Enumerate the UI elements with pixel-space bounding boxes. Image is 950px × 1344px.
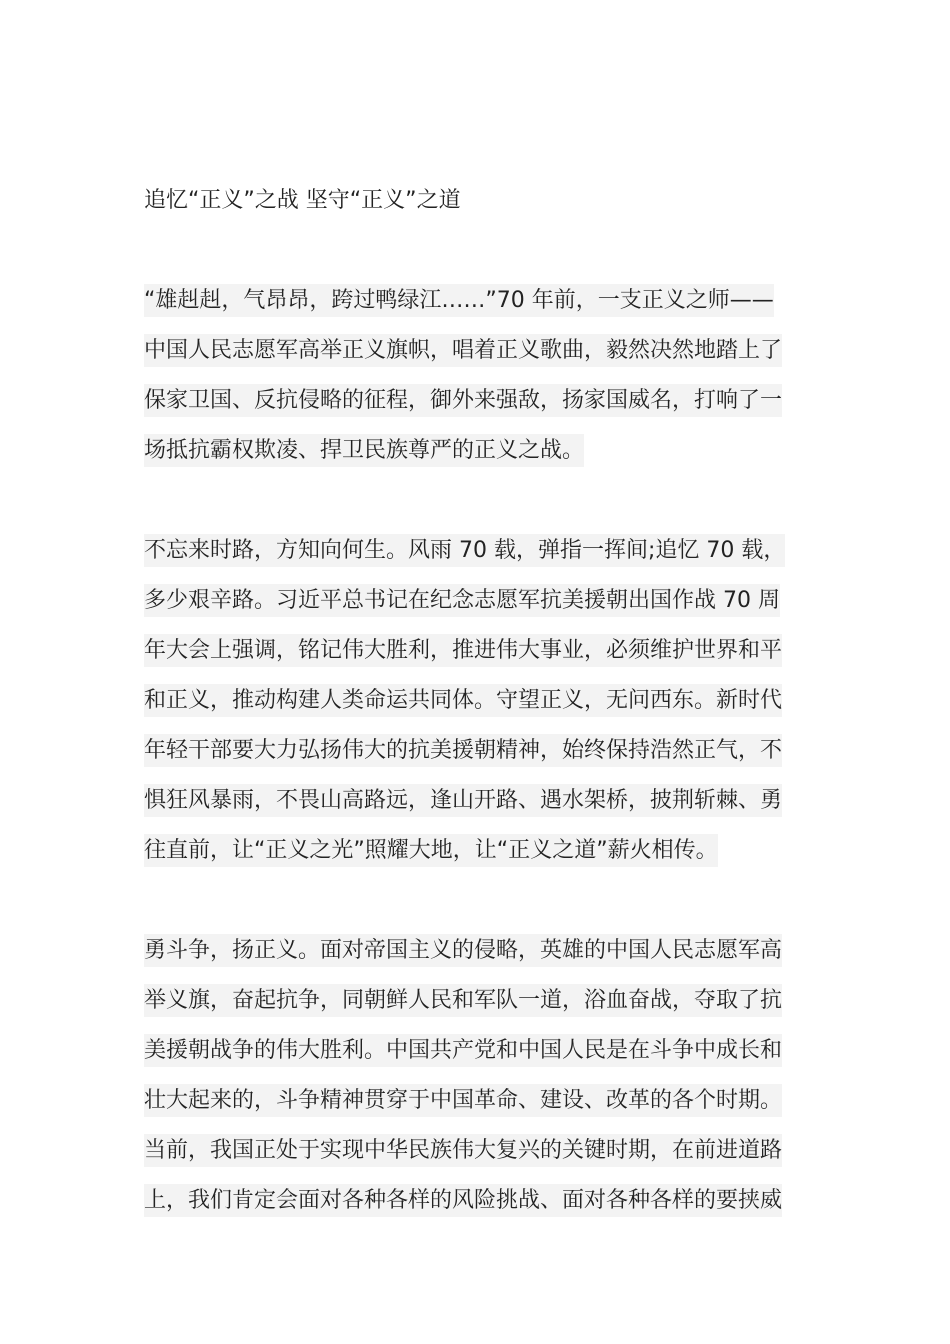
line-text: 不忘来时路，方知向何生。风雨 70 载，弹指一挥间;追忆 70 载， [144, 534, 785, 567]
paragraph-1 [144, 276, 794, 476]
paragraph-line [144, 626, 794, 676]
line-text: 惧狂风暴雨，不畏山高路远，逢山开路、遇水架桥，披荆斩棘、勇 [144, 784, 782, 817]
paragraph-line [144, 1126, 794, 1176]
paragraph-2 [144, 526, 794, 876]
paragraph-line [144, 826, 794, 876]
line-text: 当前，我国正处于实现中华民族伟大复兴的关键时期，在前进道路 [144, 1134, 782, 1167]
paragraph-line [144, 976, 794, 1026]
line-text: 上，我们肯定会面对各种各样的风险挑战、面对各种各样的要挟威 [144, 1184, 782, 1217]
line-text: 场抵抗霸权欺凌、捍卫民族尊严的正义之战。 [144, 434, 584, 467]
line-text: 美援朝战争的伟大胜利。中国共产党和中国人民是在斗争中成长和 [144, 1034, 782, 1067]
paragraph-line [144, 426, 794, 476]
line-text: 举义旗，奋起抗争，同朝鲜人民和军队一道，浴血奋战，夺取了抗 [144, 984, 782, 1017]
paragraph-line [144, 526, 794, 576]
line-text: 中国人民志愿军高举正义旗帜，唱着正义歌曲，毅然决然地踏上了 [144, 334, 782, 367]
line-text: 年轻干部要大力弘扬伟大的抗美援朝精神，始终保持浩然正气，不 [144, 734, 782, 767]
paragraph-line [144, 1026, 794, 1076]
paragraph-line [144, 276, 794, 326]
line-text: 勇斗争，扬正义。面对帝国主义的侵略，英雄的中国人民志愿军高 [144, 934, 782, 967]
paragraph-line [144, 576, 794, 626]
paragraph-line [144, 776, 794, 826]
document-body [144, 176, 794, 1276]
document-title: 追忆“正义”之战 坚守“正义”之道 [144, 188, 461, 213]
paragraph-line [144, 926, 794, 976]
paragraph-line [144, 726, 794, 776]
line-text: 多少艰辛路。习近平总书记在纪念志愿军抗美援朝出国作战 70 周 [144, 584, 780, 617]
paragraph-line [144, 326, 794, 376]
paragraph-line [144, 1176, 794, 1226]
line-text: 壮大起来的，斗争精神贯穿于中国革命、建设、改革的各个时期。 [144, 1084, 782, 1117]
paragraph-line [144, 376, 794, 426]
paragraph-3 [144, 926, 794, 1226]
line-text: 和正义，推动构建人类命运共同体。守望正义，无问西东。新时代 [144, 684, 782, 717]
line-text: “雄赳赳，气昂昂，跨过鸭绿江……”70 年前，一支正义之师—— [144, 284, 774, 317]
line-text: 往直前，让“正义之光”照耀大地，让“正义之道”薪火相传。 [144, 834, 718, 867]
paragraph-line [144, 676, 794, 726]
paragraph-line [144, 1076, 794, 1126]
line-text: 年大会上强调，铭记伟大胜利，推进伟大事业，必须维护世界和平 [144, 634, 782, 667]
line-text: 保家卫国、反抗侵略的征程，御外来强敌，扬家国威名，打响了一 [144, 384, 782, 417]
